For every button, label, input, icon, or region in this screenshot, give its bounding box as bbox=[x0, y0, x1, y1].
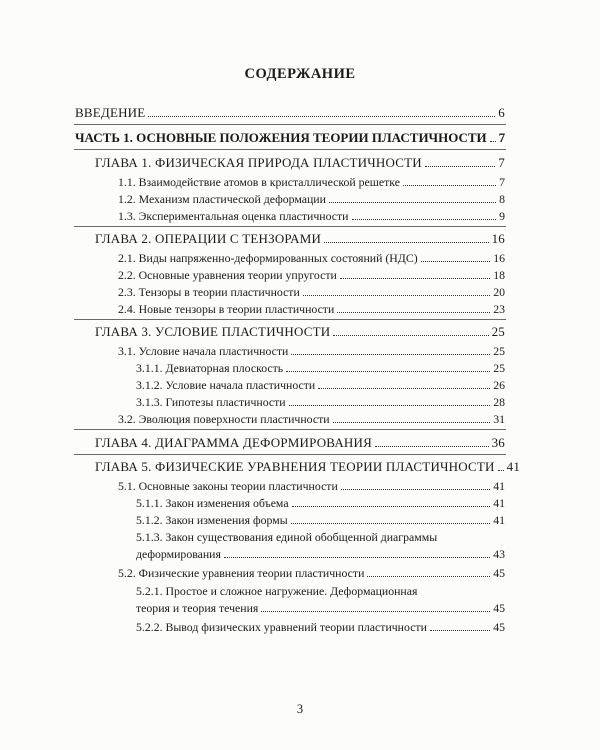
toc-entry-subsection-5-1-2[interactable]: 5.1.2. Закон изменения формы 41 bbox=[136, 513, 505, 527]
toc-entry-section-2-1[interactable]: 2.1. Виды напряженно-деформированных состояний (НДС) 16 bbox=[118, 251, 505, 265]
toc-entry-subsection-5-1-3-line1[interactable]: 5.1.3. Закон существования единой обобщенной диаграммы bbox=[136, 530, 438, 544]
toc-entry-section-1-2[interactable]: 1.2. Механизм пластической деформации 8 bbox=[118, 192, 505, 206]
toc-entry-section-2-4[interactable]: 2.4. Новые тензоры в теории пластичности 23 bbox=[118, 302, 505, 316]
toc-entry-section-5-1[interactable]: 5.1. Основные законы теории пластичности 41 bbox=[118, 479, 505, 493]
toc-entry-chapter-1[interactable]: ГЛАВА 1. ФИЗИЧЕСКАЯ ПРИРОДА ПЛАСТИЧНОСТИ 7 bbox=[95, 155, 505, 170]
toc-entry-section-5-2[interactable]: 5.2. Физические уравнения теории пластичности 45 bbox=[118, 566, 505, 580]
toc-entry-subsection-3-1-1[interactable]: 3.1.1. Девиаторная плоскость 25 bbox=[136, 361, 505, 375]
toc-entry-chapter-4[interactable]: ГЛАВА 4. ДИАГРАММА ДЕФОРМИРОВАНИЯ 36 bbox=[95, 435, 505, 450]
toc-entry-part-1[interactable]: ЧАСТЬ 1. ОСНОВНЫЕ ПОЛОЖЕНИЯ ТЕОРИИ ПЛАСТИЧНОСТИ 7 bbox=[75, 130, 506, 145]
toc-entry-subsection-5-2-2[interactable]: 5.2.2. Вывод физических уравнений теории пластичности 45 bbox=[136, 620, 505, 634]
divider bbox=[74, 124, 506, 125]
divider bbox=[74, 226, 506, 227]
toc-entry-section-1-1[interactable]: 1.1. Взаимодействие атомов в кристаллической решетке 7 bbox=[118, 175, 505, 189]
toc-entry-section-3-2[interactable]: 3.2. Эволюция поверхности пластичности 31 bbox=[118, 412, 505, 426]
toc-entry-section-1-3[interactable]: 1.3. Экспериментальная оценка пластичности 9 bbox=[118, 209, 505, 223]
toc-entry-subsection-5-2-1[interactable]: теория и теория течения 45 bbox=[136, 601, 505, 615]
toc-entry-chapter-5[interactable]: ГЛАВА 5. ФИЗИЧЕСКИЕ УРАВНЕНИЯ ТЕОРИИ ПЛАСТИЧНОСТИ 41 bbox=[95, 459, 521, 474]
toc-entry-chapter-2[interactable]: ГЛАВА 2. ОПЕРАЦИИ С ТЕНЗОРАМИ 16 bbox=[95, 231, 505, 246]
toc-entry-subsection-5-2-1-line1[interactable]: 5.2.1. Простое и сложное нагружение. Деформационная bbox=[136, 584, 418, 598]
page-title: СОДЕРЖАНИЕ bbox=[244, 66, 356, 82]
toc-entry-section-3-1[interactable]: 3.1. Условие начала пластичности 25 bbox=[118, 344, 505, 358]
divider bbox=[74, 429, 506, 430]
divider bbox=[74, 454, 506, 455]
toc-entry-subsection-5-1-3[interactable]: деформирования 43 bbox=[136, 547, 505, 561]
toc-entry-chapter-3[interactable]: ГЛАВА 3. УСЛОВИЕ ПЛАСТИЧНОСТИ 25 bbox=[95, 324, 505, 339]
toc-entry-subsection-3-1-3[interactable]: 3.1.3. Гипотезы пластичности 28 bbox=[136, 395, 505, 409]
toc-entry-subsection-3-1-2[interactable]: 3.1.2. Условие начала пластичности 26 bbox=[136, 378, 505, 392]
page-number: 3 bbox=[296, 702, 304, 716]
toc-entry-intro[interactable]: ВВЕДЕНИЕ 6 bbox=[75, 105, 505, 120]
toc-entry-section-2-3[interactable]: 2.3. Тензоры в теории пластичности 20 bbox=[118, 285, 505, 299]
toc-entry-subsection-5-1-1[interactable]: 5.1.1. Закон изменения объема 41 bbox=[136, 496, 505, 510]
divider bbox=[74, 319, 506, 320]
divider bbox=[74, 149, 506, 150]
toc-entry-section-2-2[interactable]: 2.2. Основные уравнения теории упругости 18 bbox=[118, 268, 505, 282]
